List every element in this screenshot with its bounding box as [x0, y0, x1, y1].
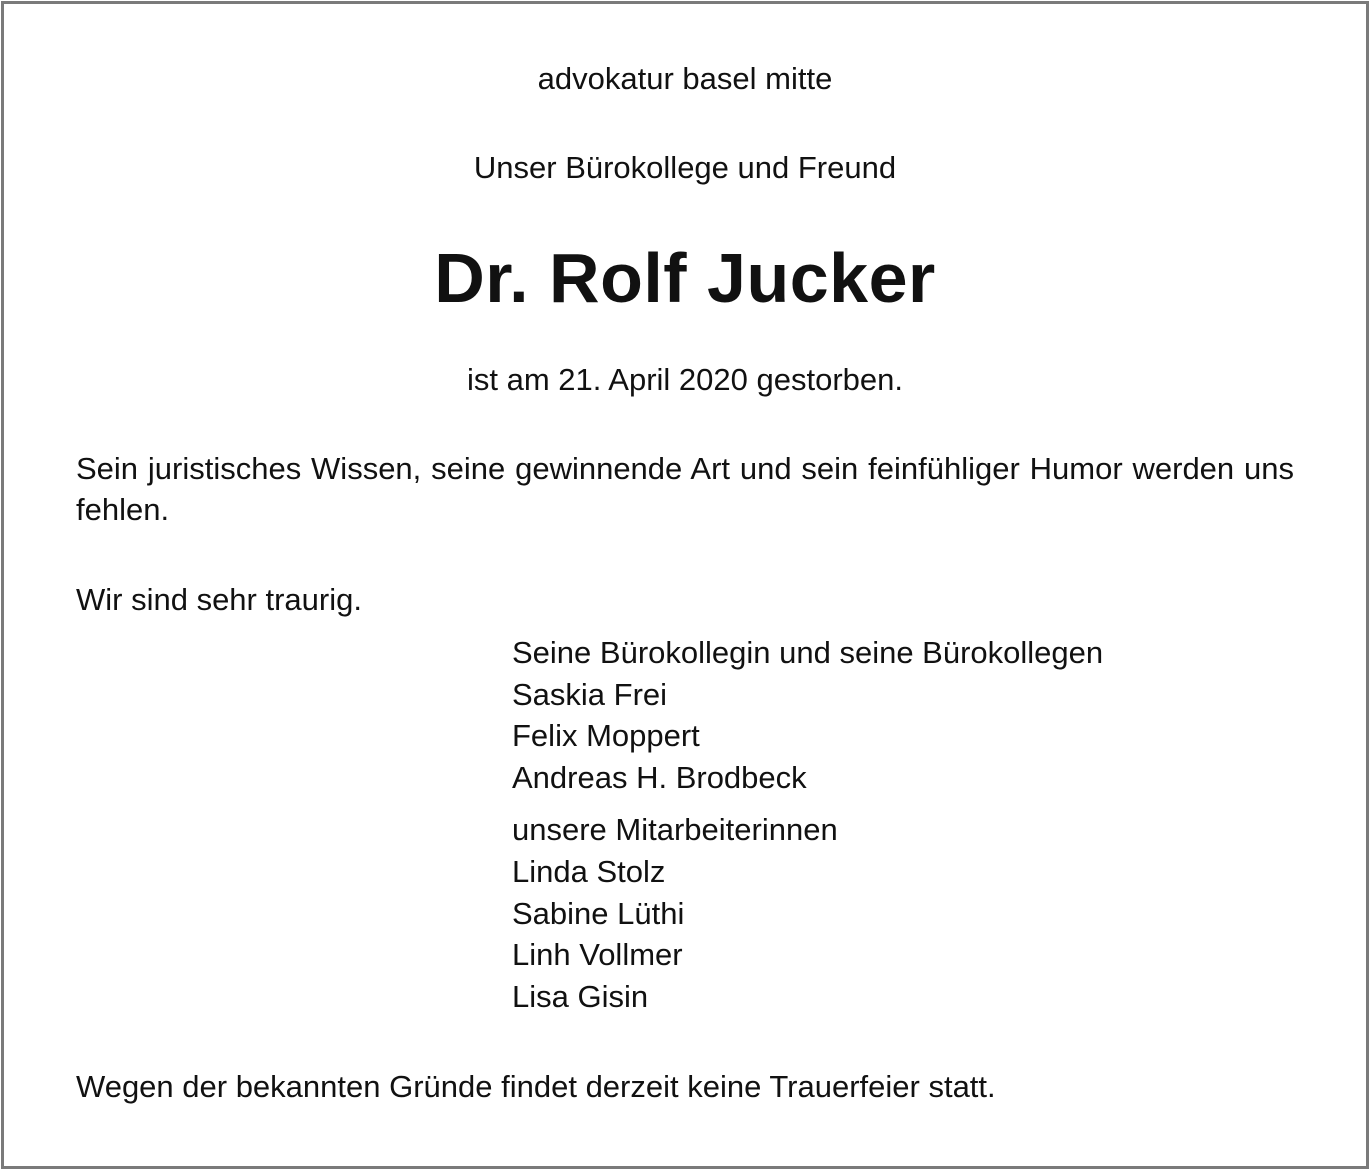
firm-name: advokatur basel mitte: [537, 61, 833, 96]
sadness-line: Wir sind sehr traurig.: [76, 582, 362, 617]
intro-line: Unser Bürokollege und Freund: [473, 150, 897, 185]
deceased-name: Dr. Rolf Jucker: [434, 239, 936, 317]
signatory-name: Linda Stolz: [512, 853, 666, 889]
signatory-name: Andreas H. Brodbeck: [512, 759, 807, 795]
death-date-line: ist am 21. April 2020 gestorben.: [467, 362, 903, 397]
signatory-name: Lisa Gisin: [512, 978, 649, 1014]
group-spacer: [512, 798, 1103, 809]
staff-heading: unsere Mitarbeiterinnen: [512, 812, 838, 848]
tribute-paragraph: Sein juristisches Wissen, seine gewinnende Art und sein feinfühliger Humor werden uns fehlen.: [76, 451, 1294, 527]
signatory-name: Saskia Frei: [512, 676, 668, 712]
signatory-name: Sabine Lüthi: [512, 895, 685, 931]
closing-line: Wegen der bekannten Gründe findet derzeit keine Trauerfeier statt.: [76, 1069, 996, 1104]
signatories: [512, 632, 1103, 1017]
colleagues-heading: Seine Bürokollegin und seine Bürokollegen: [512, 635, 1104, 670]
signatory-name: Felix Moppert: [512, 718, 700, 754]
signatory-name: Linh Vollmer: [512, 937, 683, 973]
